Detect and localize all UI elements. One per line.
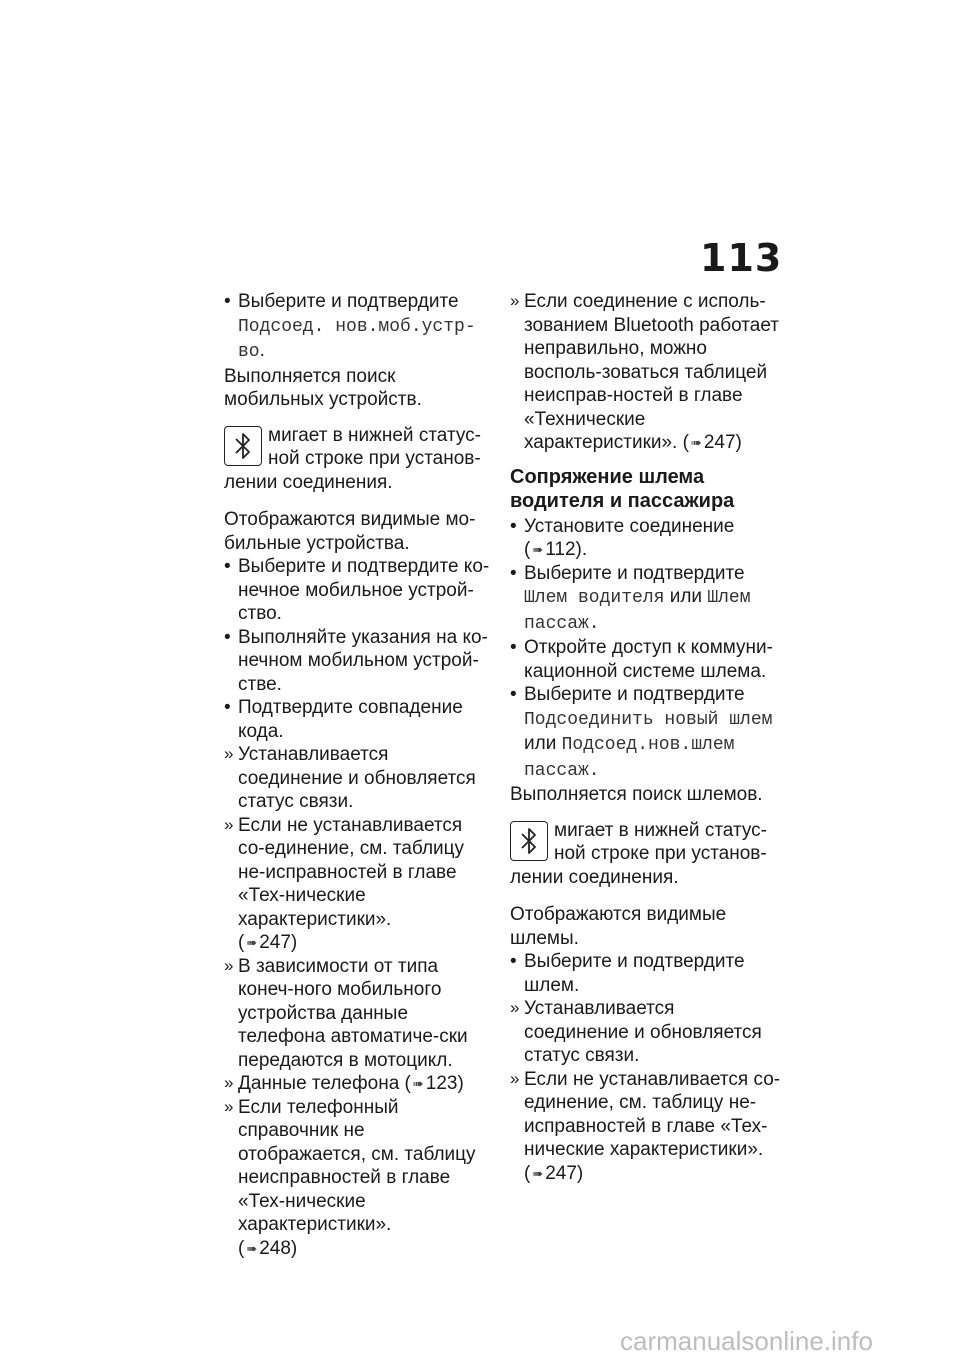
step-text: Выберите и подтвердите xyxy=(238,291,459,312)
result-text: Если соединение с исполь-зованием Bluetooth работает неправильно, можно восполь-зоваться таблицей неисправ-ностей в главе «Технические характеристики». xyxy=(524,291,779,453)
right-column xyxy=(510,290,782,1185)
menu-item-connect-passenger-helmet: Подсоед.нов.шлем пассаж. xyxy=(524,735,735,781)
ref-open: ( xyxy=(238,1237,245,1259)
page-ref-arrow-icon: ➠ xyxy=(532,542,544,557)
step-confirm-code: • Подтвердите совпадение кода. xyxy=(224,696,492,743)
page-ref-arrow-icon: ➠ xyxy=(246,935,258,950)
step-select-device: • Выберите и подтвердите ко-нечное мобильное устрой-ство. xyxy=(224,555,492,626)
page-ref-link[interactable]: 247) xyxy=(703,432,742,453)
or-text: или xyxy=(664,586,708,607)
result-connection: » Устанавливается соединение и обновляется статус связи. xyxy=(510,997,782,1068)
step-select-helmet-confirm: • Выберите и подтвердите шлем. xyxy=(510,950,782,997)
result-text: Если телефонный справочник не отображается, см. таблицу неисправностей в главе «Тех-нические характеристики». xyxy=(238,1096,476,1235)
menu-item-rider-helmet: Шлем водителя xyxy=(524,588,665,608)
visible-helmets-text: Отображаются видимые шлемы. xyxy=(510,904,727,949)
step-select-helmet xyxy=(510,562,782,637)
result-text: Данные телефона ( xyxy=(238,1073,411,1094)
page-ref-arrow-icon: ➠ xyxy=(246,1240,258,1256)
bluetooth-icon xyxy=(510,821,548,861)
page-ref-arrow-icon: ➠ xyxy=(532,1165,544,1181)
section-heading: Сопряжение шлема водителя и пассажира xyxy=(510,465,735,512)
result-connection: » Устанавливается соединение и обновляется статус связи. xyxy=(224,743,492,814)
menu-item-connect-new-helmet: Подсоединить новый шлем xyxy=(524,709,773,730)
search-helmets-text: Выполняется поиск шлемов. xyxy=(510,784,763,805)
result-phonebook xyxy=(224,1096,492,1261)
search-devices-text: Выполняется поиск мобильных устройств. xyxy=(224,365,422,410)
step-establish-connection xyxy=(510,515,782,562)
result-phone-data-ref xyxy=(224,1072,492,1096)
result-no-connection xyxy=(224,814,492,955)
page-ref-arrow-icon: ➠ xyxy=(412,1076,424,1091)
ref-open: ( xyxy=(524,1162,531,1184)
ref-open: ( xyxy=(238,932,245,953)
page-number: 113 xyxy=(700,236,783,280)
step-open-helmet-access: • Откройте доступ к коммуни-кационной системе шлема. xyxy=(510,636,782,683)
bluetooth-icon xyxy=(224,426,262,466)
or-text: или xyxy=(524,733,562,754)
page-ref-link[interactable]: 112). xyxy=(545,539,588,560)
ref-open: ( xyxy=(682,432,689,453)
result-bluetooth-problem xyxy=(510,290,782,455)
ref-open: ( xyxy=(524,539,531,560)
step-connect-new-helmet xyxy=(510,683,782,783)
page-ref-link[interactable]: 123) xyxy=(425,1073,464,1094)
result-phone-data: » В зависимости от типа конеч-ного мобильного устройства данные телефона автоматиче-ски передаются в мотоцикл. xyxy=(224,955,492,1073)
bluetooth-note xyxy=(510,819,782,890)
page-ref-arrow-icon: ➠ xyxy=(690,435,702,450)
result-text: Если не устанавливается со-единение, см. таблицу не-исправностей в главе «Тех-нические характеристики». xyxy=(524,1068,781,1160)
result-no-connection xyxy=(510,1068,782,1186)
page-ref-link[interactable]: 247) xyxy=(545,1162,584,1184)
left-column xyxy=(224,290,492,1260)
period: . xyxy=(259,340,265,361)
step-select-new-device xyxy=(224,290,492,365)
step-text: Выберите и подтвердите xyxy=(524,684,745,705)
step-follow-instructions: • Выполняйте указания на ко-нечном мобильном устрой-стве. xyxy=(224,626,492,697)
bluetooth-note xyxy=(224,424,492,495)
note-text: мигает в нижней статус-ной строке при установ-лении соединения. xyxy=(224,424,481,493)
visible-devices-text: Отображаются видимые мо-бильные устройства. xyxy=(224,509,476,554)
watermark: carmanualsonline.info xyxy=(620,1326,873,1356)
result-text: Если не устанавливается со-единение, см. таблицу не-исправностей в главе «Тех-нические характеристики». xyxy=(238,814,465,930)
note-text: мигает в нижней статус-ной строке при установ-лении соединения. xyxy=(510,819,767,888)
menu-item-new-device: Подсоед. нов.моб.устр-во xyxy=(238,316,476,362)
step-text: Выберите и подтвердите xyxy=(524,562,745,584)
menu-item-passenger-helmet: Шлем пассаж. xyxy=(524,588,751,634)
step-text: Установите соединение xyxy=(524,515,735,537)
page-ref-link[interactable]: 247) xyxy=(259,932,298,953)
page-ref-link[interactable]: 248) xyxy=(259,1237,298,1259)
